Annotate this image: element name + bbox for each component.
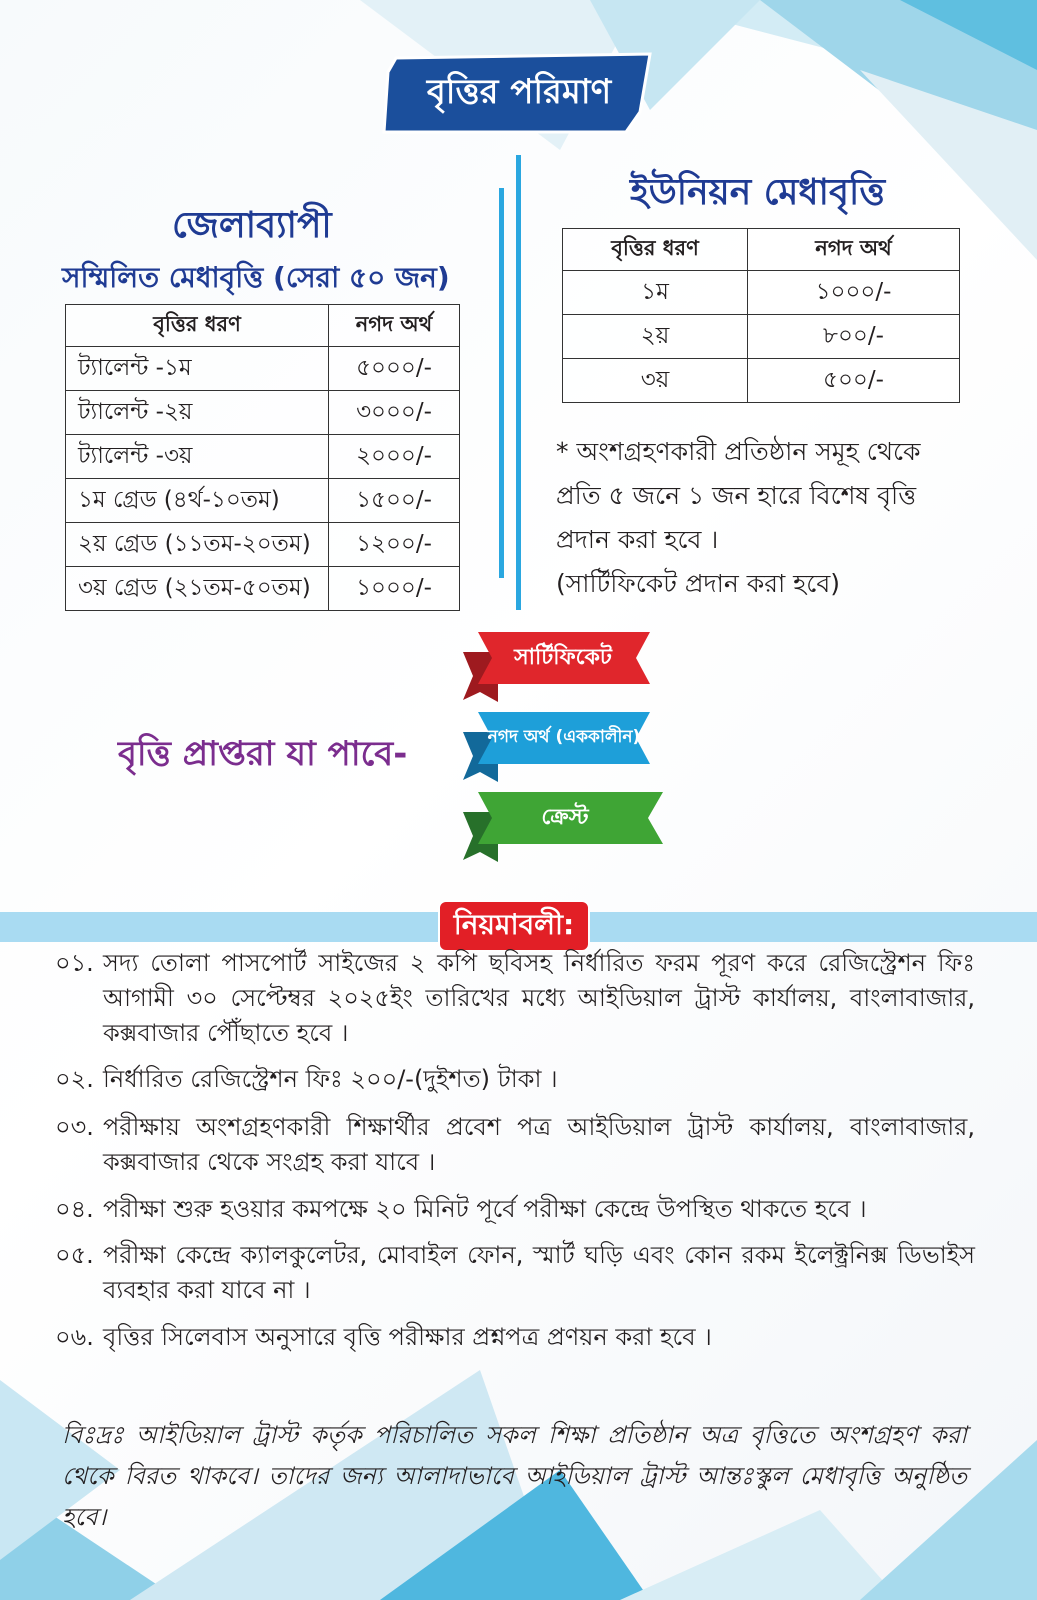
table-cell: ২য় xyxy=(563,315,748,359)
union-heading: ইউনিয়ন মেধাবৃত্তি xyxy=(630,172,886,213)
benefits-heading: বৃত্তি প্রাপ্তরা যা পাবে- xyxy=(118,734,408,774)
column-header-type: বৃত্তির ধরণ xyxy=(563,229,748,271)
table-cell: ৮০০/- xyxy=(748,315,960,359)
district-heading: জেলাব্যাপী xyxy=(172,205,332,246)
table-row xyxy=(66,479,460,523)
page-title: বৃত্তির পরিমাণ xyxy=(426,71,612,112)
benefit-label: সার্টিফিকেট xyxy=(514,644,612,670)
table-cell: ১ম xyxy=(563,271,748,315)
column-header-amount: নগদ অর্থ xyxy=(329,305,460,347)
table-row xyxy=(66,347,460,391)
table-cell: ১ম গ্রেড (৪র্থ-১০তম) xyxy=(66,479,329,523)
rule-number: ০৩. xyxy=(55,1113,94,1141)
table-row xyxy=(66,435,460,479)
rule-text: সদ্য তোলা পাসপোর্ট সাইজের ২ কপি ছবিসহ নির্ধারিত ফরম পূরণ করে রেজিস্ট্রেশন ফিঃ আগামী ৩০ সেপ্টেম্বর ২০২৫ইং তারিখের মধ্যে আইডিয়াল ট্রাস্ট কার্যালয়, বাংলাবাজার, কক্সবাজার পৌঁছাতে হবে । xyxy=(103,949,975,1047)
table-cell: ১০০০/- xyxy=(329,567,460,611)
table-cell: ৩য় গ্রেড (২১তম-৫০তম) xyxy=(66,567,329,611)
table-cell: ১২০০/- xyxy=(329,523,460,567)
district-subheading: সম্মিলিত মেধাবৃত্তি (সেরা ৫০ জন) xyxy=(62,261,450,294)
rule-text: বৃত্তির সিলেবাস অনুসারে বৃত্তি পরীক্ষার প্রশ্নপত্র প্রণয়ন করা হবে । xyxy=(103,1323,712,1351)
note-line: * অংশগ্রহণকারী প্রতিষ্ঠান সমূহ থেকে xyxy=(556,437,921,466)
rule-item xyxy=(55,1320,975,1355)
column-header-type: বৃত্তির ধরণ xyxy=(66,305,329,347)
divider-line xyxy=(516,155,521,610)
rule-text: পরীক্ষা কেন্দ্রে ক্যালকুলেটর, মোবাইল ফোন, স্মার্ট ঘড়ি এবং কোন রকম ইলেক্ট্রনিক্স ডিভাইস ব্যবহার করা যাবে না । xyxy=(103,1241,975,1304)
note-line: প্রদান করা হবে । xyxy=(556,525,719,554)
rule-number: ০৪. xyxy=(55,1195,94,1223)
rule-text: পরীক্ষায় অংশগ্রহণকারী শিক্ষার্থীর প্রবেশ পত্র আইডিয়াল ট্রাস্ট কার্যালয়, বাংলাবাজার, কক্সবাজার থেকে সংগ্রহ করা যাবে । xyxy=(103,1113,975,1176)
rule-number: ০২. xyxy=(55,1065,94,1093)
table-cell: ট্যালেন্ট -১ম xyxy=(66,347,329,391)
rule-item xyxy=(55,1238,975,1308)
benefit-label: নগদ অর্থ (এককালীন) xyxy=(487,727,641,747)
rule-number: ০১. xyxy=(55,949,94,977)
table-cell: ২০০০/- xyxy=(329,435,460,479)
rules-heading: নিয়মাবলী: xyxy=(438,900,590,952)
table-header-row xyxy=(563,229,960,271)
rule-item xyxy=(55,946,975,1051)
table-header-row xyxy=(66,305,460,347)
rule-item xyxy=(55,1192,975,1227)
table-cell: ২য় গ্রেড (১১তম-২০তম) xyxy=(66,523,329,567)
table-cell: ৩০০০/- xyxy=(329,391,460,435)
table-cell: ট্যালেন্ট -৩য় xyxy=(66,435,329,479)
table-cell: ট্যালেন্ট -২য় xyxy=(66,391,329,435)
column-header-amount: নগদ অর্থ xyxy=(748,229,960,271)
table-cell: ১৫০০/- xyxy=(329,479,460,523)
divider-line xyxy=(499,188,504,578)
rule-text: নির্ধারিত রেজিস্ট্রেশন ফিঃ ২০০/-(দুইশত) টাকা । xyxy=(103,1065,558,1093)
rule-item xyxy=(55,1110,975,1180)
table-row xyxy=(66,523,460,567)
table-cell: ১০০০/- xyxy=(748,271,960,315)
table-cell: ৫০০০/- xyxy=(329,347,460,391)
table-row xyxy=(563,271,960,315)
union-scholarship-table xyxy=(562,228,960,403)
note-line: প্রতি ৫ জনে ১ জন হারে বিশেষ বৃত্তি xyxy=(556,481,917,510)
footnote: বিঃদ্রঃ আইডিয়াল ট্রাস্ট কর্তৃক পরিচালিত সকল শিক্ষা প্রতিষ্ঠান অত্র বৃত্তিতে অংশগ্রহণ করা থেকে বিরত থাকবে। তাদের জন্য আলাদাভাবে আইডিয়াল ট্রাস্ট আন্তঃস্কুল মেধাবৃত্তি অনুষ্ঠিত হবে। xyxy=(62,1421,967,1531)
table-row xyxy=(563,359,960,403)
table-row xyxy=(66,391,460,435)
rule-item xyxy=(55,1062,975,1097)
note-line: (সার্টিফিকেট প্রদান করা হবে) xyxy=(556,569,841,598)
table-cell: ৩য় xyxy=(563,359,748,403)
table-row xyxy=(563,315,960,359)
union-note xyxy=(556,430,1016,606)
table-row xyxy=(66,567,460,611)
rule-number: ০৬. xyxy=(55,1323,94,1351)
benefit-label: ক্রেস্ট xyxy=(541,804,589,830)
rule-text: পরীক্ষা শুরু হওয়ার কমপক্ষে ২০ মিনিট পূর্বে পরীক্ষা কেন্দ্রে উপস্থিত থাকতে হবে । xyxy=(103,1195,867,1223)
rule-number: ০৫. xyxy=(55,1241,94,1269)
table-cell: ৫০০/- xyxy=(748,359,960,403)
district-scholarship-table xyxy=(65,304,460,611)
